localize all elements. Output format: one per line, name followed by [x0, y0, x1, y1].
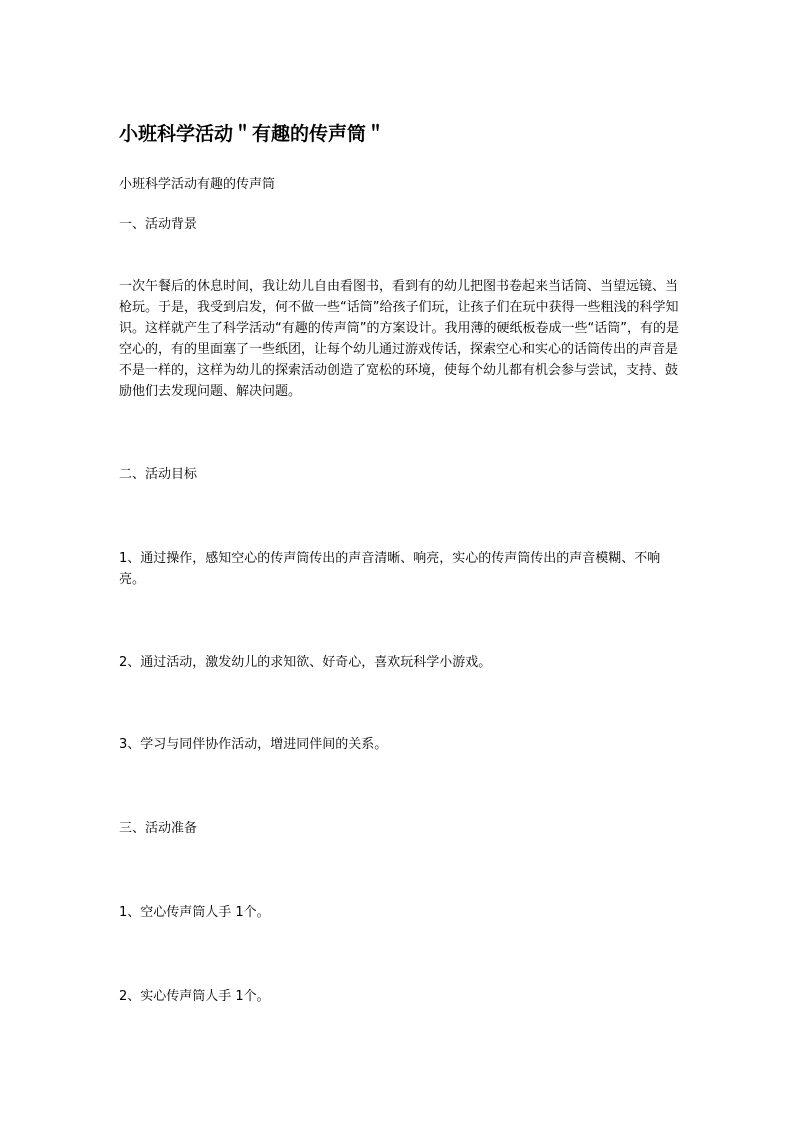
preparation-item-2: 2、实心传声筒人手 1个。	[119, 989, 270, 1004]
document-subtitle: 小班科学活动有趣的传声筒	[119, 177, 276, 192]
section-heading-preparation: 三、活动准备	[119, 821, 198, 836]
goal-item-1: 1、通过操作，感知空心的传声筒传出的声音清晰、响亮，实心的传声筒传出的声音模糊、不响亮。	[119, 551, 661, 587]
section-heading-goals: 二、活动目标	[119, 467, 198, 482]
goal-item-3: 3、学习与同伴协作活动，增进同伴间的关系。	[119, 737, 388, 752]
section-heading-background: 一、活动背景	[119, 217, 198, 232]
background-paragraph: 一次午餐后的休息时间，我让幼儿自由看图书，看到有的幼儿把图书卷起来当话筒、当望远镜、当枪玩。于是，我受到启发，何不做一些“话筒”给孩子们玩，让孩子们在玩中获得一些粗浅的科学知识。这样就产生了科学活动“有趣的传声筒”的方案设计。我用薄的硬纸板卷成一些“话筒”，有的是空心的，有的里面塞了一些纸团，让每个幼儿通过游戏传话，探索空心和实心的话筒传出的声音是不是一样的，这样为幼儿的探索活动创造了宽松的环境，使每个幼儿都有机会参与尝试，支持、鼓励他们去发现问题、解决问题。	[119, 279, 679, 399]
preparation-item-1: 1、空心传声筒人手 1个。	[119, 905, 270, 920]
goal-item-2: 2、通过活动，激发幼儿的求知欲、好奇心，喜欢玩科学小游戏。	[119, 655, 492, 670]
document-title: 小班科学活动＂有趣的传声筒＂	[119, 123, 386, 145]
